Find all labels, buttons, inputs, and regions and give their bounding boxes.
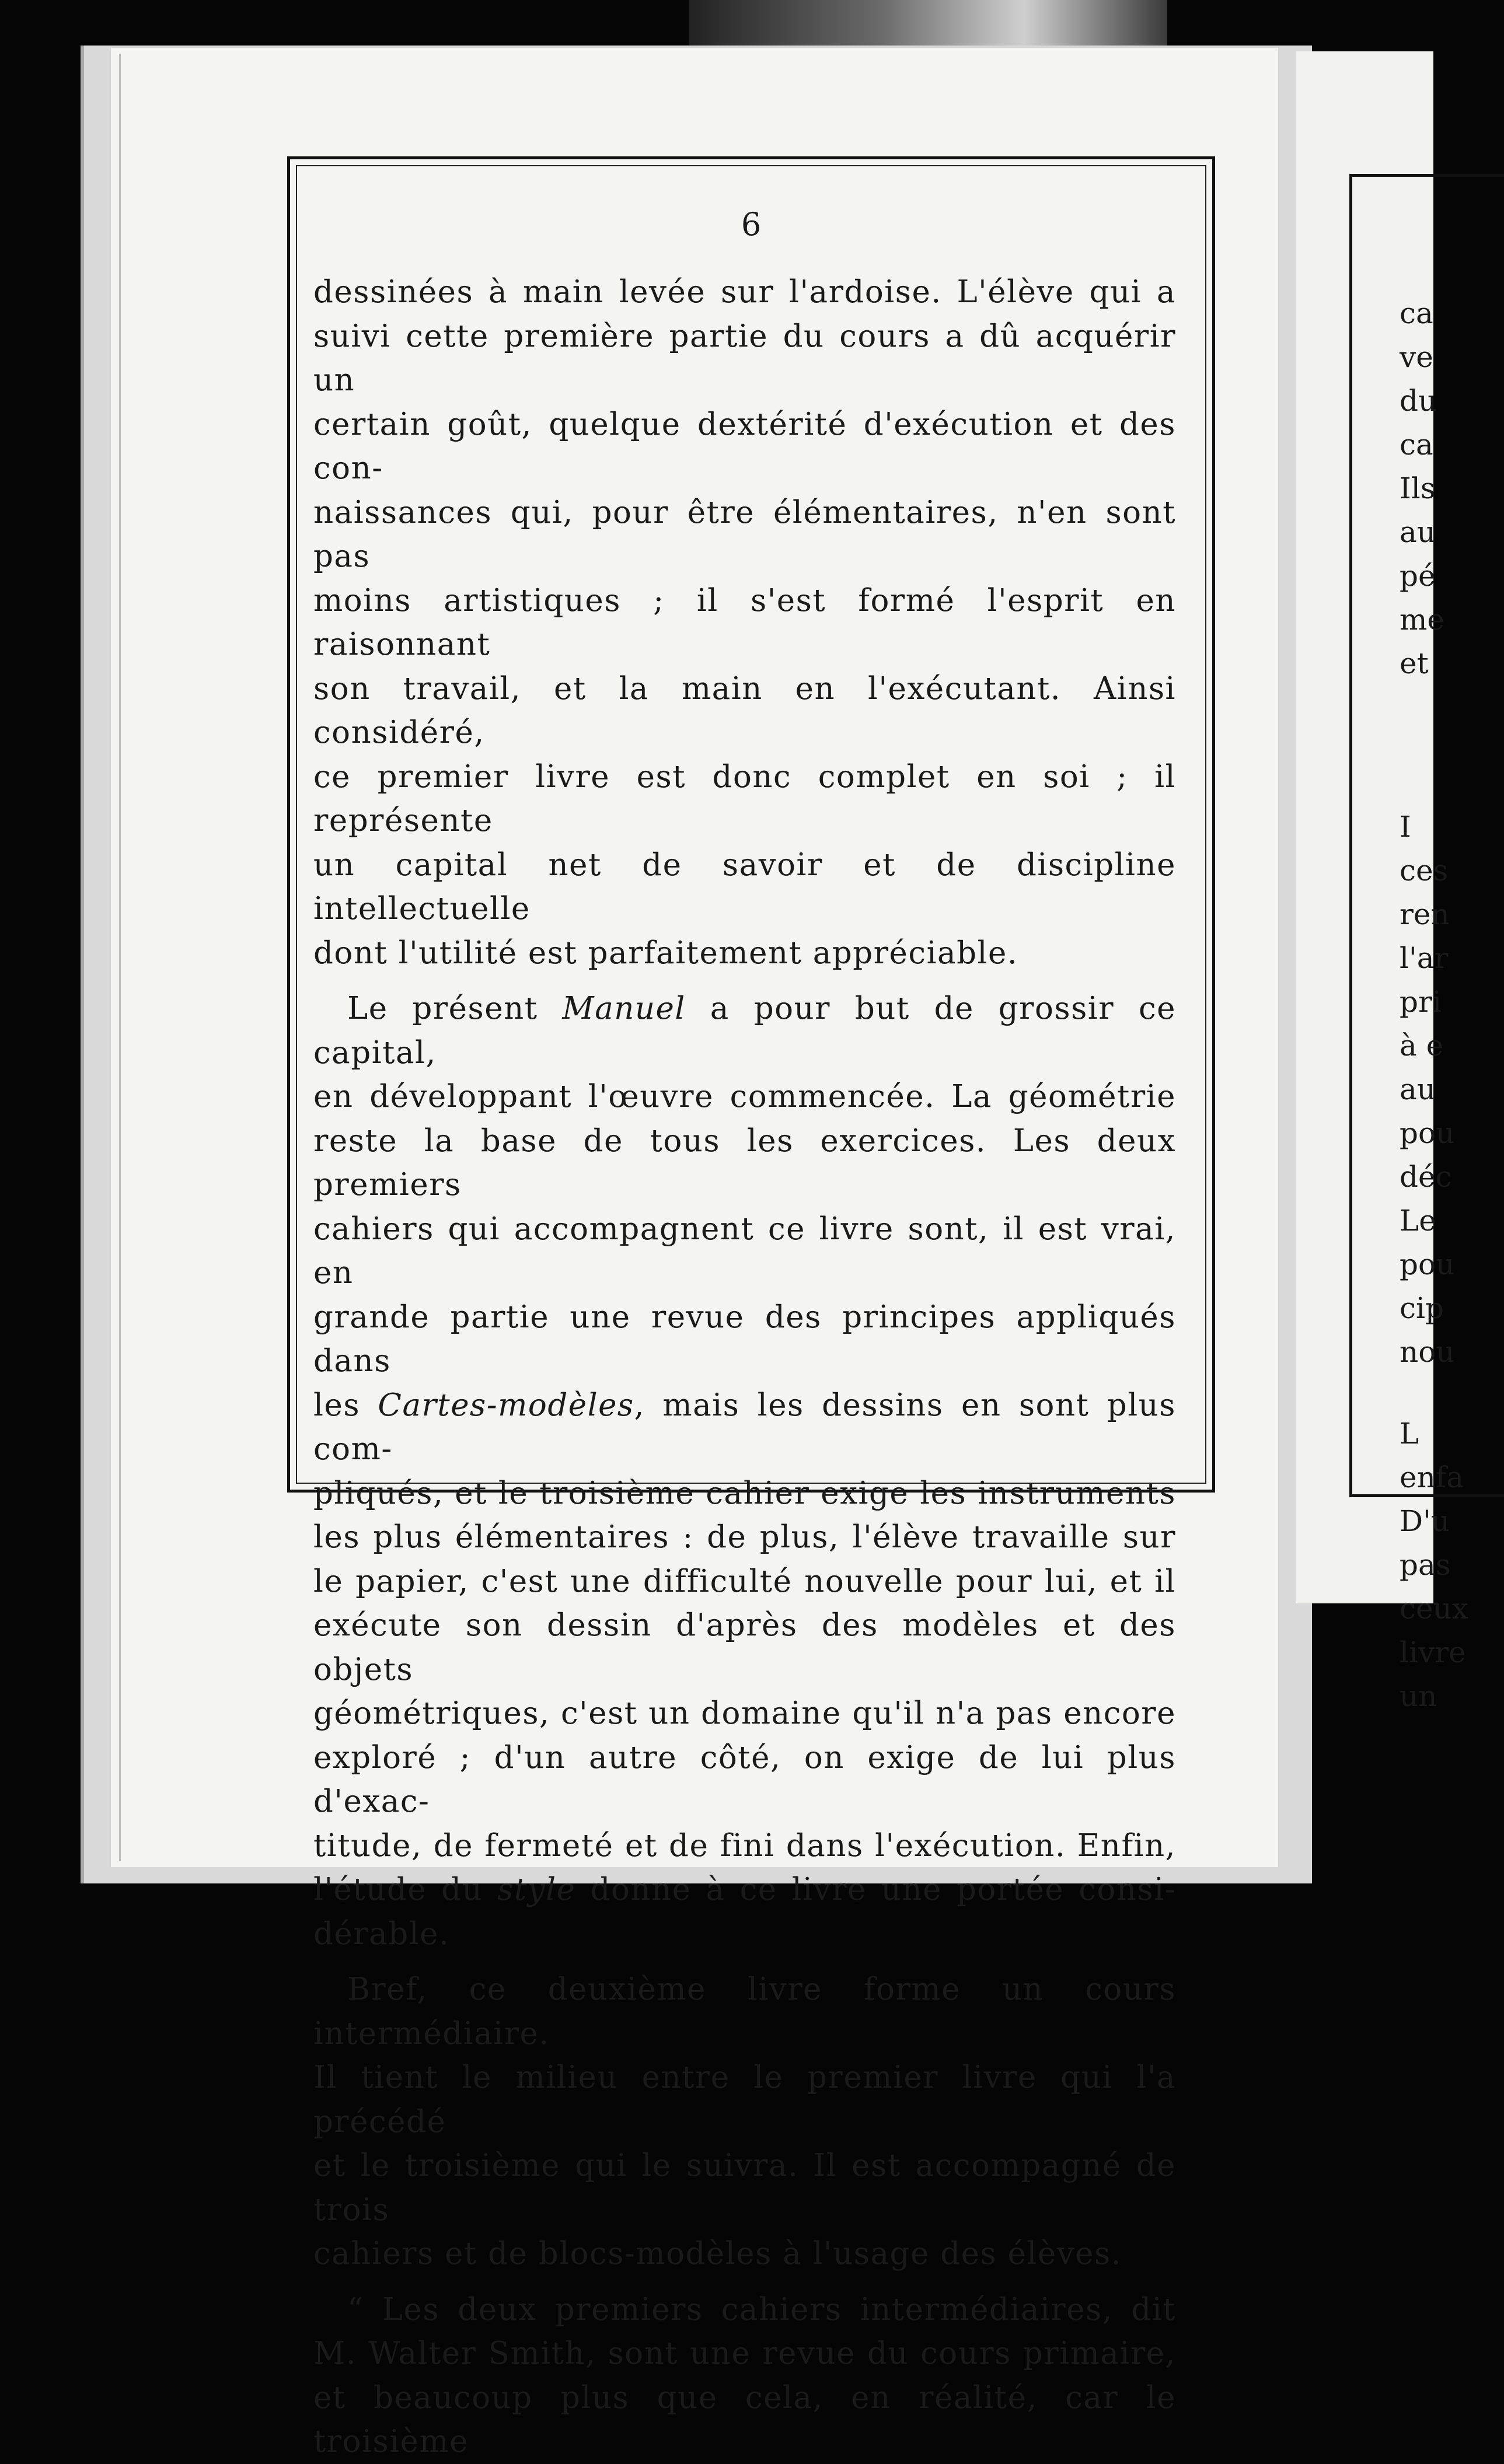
text-line: Bref, ce deuxième livre forme un cours intermédiaire. <box>313 1972 1176 2051</box>
facing-page-line: me <box>1400 603 1445 637</box>
page-number: 6 <box>741 206 762 243</box>
text-line: et beaucoup plus que cela, en réalité, car le troisième <box>313 2379 1176 2459</box>
text-line: en développant l'œuvre commencée. La géométrie <box>313 1079 1176 1114</box>
facing-page-line: du <box>1400 384 1437 418</box>
facing-page-line: au <box>1400 515 1436 549</box>
text-line: dérable. <box>313 1916 450 1952</box>
facing-page-line: L <box>1400 1417 1419 1451</box>
facing-page-line: ces <box>1400 854 1449 887</box>
text-line: pliqués, et le troisième cahier exige les instruments <box>313 1475 1176 1511</box>
paragraph <box>313 2288 1176 2464</box>
text-line: le papier, c'est une difficulté nouvelle pour lui, et il <box>313 1563 1176 1599</box>
facing-page-line: enfa <box>1400 1460 1464 1494</box>
text-line: Il tient le milieu entre le premier livre qui l'a précédé <box>313 2060 1176 2140</box>
text-line: dont l'utilité est parfaitement appréciable. <box>313 935 1018 971</box>
text-line: naissances qui, pour être élémentaires, n'en sont pas <box>313 494 1176 574</box>
facing-page-line: D'u <box>1400 1504 1450 1538</box>
facing-page-line: ca <box>1400 428 1433 462</box>
scan-edge <box>689 0 1167 47</box>
text-line: exécute son dessin d'après des modèles et des objets <box>313 1607 1176 1687</box>
text-line: exploré ; d'un autre côté, on exige de lui plus d'exac- <box>313 1739 1176 1819</box>
facing-page-line: Le <box>1400 1204 1436 1238</box>
text-line: les Cartes-modèles, mais les dessins en sont plus com- <box>313 1387 1176 1467</box>
facing-page-line: au <box>1400 1072 1436 1106</box>
facing-page-line: pou <box>1400 1247 1455 1281</box>
facing-page-line: ren <box>1400 897 1450 931</box>
facing-page-line: l'ar <box>1400 941 1449 975</box>
text-line: certain goût, quelque dextérité d'exécution et des con- <box>313 406 1176 486</box>
facing-page-line: pé <box>1400 559 1436 593</box>
text-line: grande partie une revue des principes appliqués dans <box>313 1299 1176 1379</box>
paragraph <box>313 270 1176 975</box>
text-line: son travail, et la main en l'exécutant. Ainsi considéré, <box>313 670 1176 750</box>
facing-page-line: et <box>1400 646 1429 680</box>
body-text <box>313 270 1176 2464</box>
paragraph <box>313 987 1176 1956</box>
text-line: les plus élémentaires : de plus, l'élève travaille sur <box>313 1519 1176 1555</box>
facing-page-line: pri <box>1400 985 1442 1019</box>
text-line: reste la base de tous les exercices. Les deux premiers <box>313 1123 1176 1203</box>
facing-page-line: I <box>1400 810 1411 844</box>
facing-page-text-2 <box>1400 805 1455 1374</box>
facing-page-text-1 <box>1400 292 1445 686</box>
facing-page-line: pou <box>1400 1116 1455 1150</box>
text-line: titude, de fermeté et de fini dans l'exécution. Enfin, <box>313 1827 1176 1864</box>
text-line: un capital net de savoir et de discipline intellectuelle <box>313 847 1176 927</box>
text-line: géométriques, c'est un domaine qu'il n'a pas encore <box>313 1696 1176 1731</box>
facing-page-text-3 <box>1400 1412 1468 1718</box>
text-line: suivi cette première partie du cours a dû acquérir un <box>313 318 1176 398</box>
facing-page-line: nou <box>1400 1335 1455 1369</box>
facing-page-line: ceux <box>1400 1592 1468 1626</box>
text-line: cahiers qui accompagnent ce livre sont, il est vrai, en <box>313 1211 1176 1291</box>
text-line: dessinées à main levée sur l'ardoise. L'élève qui a <box>313 274 1176 310</box>
text-line: et le troisième qui le suivra. Il est accompagné de trois <box>313 2148 1176 2228</box>
text-line: l'étude du style donne à ce livre une portée consi- <box>313 1872 1176 1907</box>
facing-page-line: cip <box>1400 1291 1444 1325</box>
facing-page-line: livre <box>1400 1635 1466 1669</box>
text-line: “ Les deux premiers cahiers intermédiaires, dit <box>347 2291 1176 2327</box>
text-line: Le présent Manuel a pour but de grossir ce capital, <box>313 991 1176 1071</box>
facing-page-line: à e <box>1400 1029 1444 1063</box>
facing-page-line: ve <box>1400 340 1433 374</box>
text-line: M. Walter Smith, sont une revue du cours primaire, <box>313 2336 1176 2371</box>
facing-page-line: ca <box>1400 296 1433 330</box>
text-frame <box>287 156 1215 2459</box>
facing-page-line: un <box>1400 1679 1437 1713</box>
text-line: moins artistiques ; il s'est formé l'esprit en raisonnant <box>313 582 1176 662</box>
facing-page-line: Ils <box>1400 471 1436 505</box>
facing-page-line: pas <box>1400 1548 1451 1582</box>
facing-page-line: déc <box>1400 1160 1452 1194</box>
text-line: ce premier livre est donc complet en soi ; il représente <box>313 759 1176 838</box>
paragraph <box>313 1967 1176 2276</box>
page-edge-line <box>119 54 121 1861</box>
text-line: cahiers et de blocs-modèles à l'usage des élèves. <box>313 2236 1122 2271</box>
